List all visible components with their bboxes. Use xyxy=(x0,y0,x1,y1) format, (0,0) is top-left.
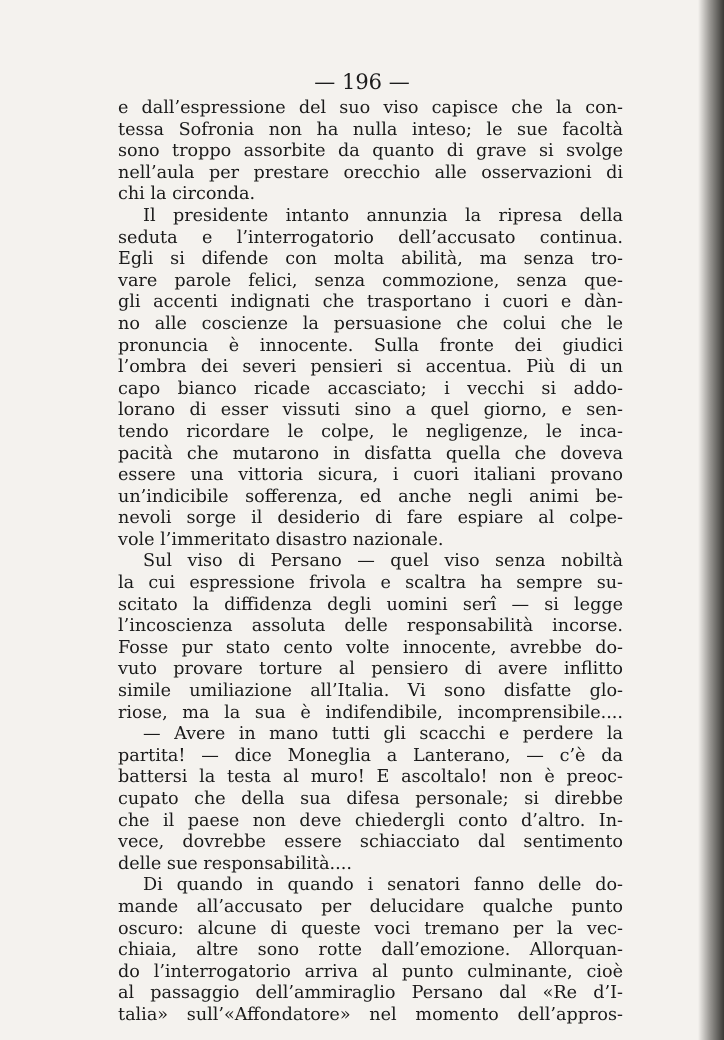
text-line: vuto provare torture al pensiero di avere inflitto xyxy=(118,659,623,680)
text-line: tessa Sofronia non ha nulla inteso; le sue facoltà xyxy=(118,119,623,140)
page-edge-shadow xyxy=(698,0,724,1040)
text-line: pacità che mutarono in disfatta quella che doveva xyxy=(118,443,623,464)
text-line: la cui espressione frivola e scaltra ha sempre su- xyxy=(118,573,623,594)
text-line: gli accenti indignati che trasportano i cuori e dàn- xyxy=(118,292,623,313)
text-line: cupato che della sua difesa personale; si direbbe xyxy=(118,789,623,809)
text-line: che il paese non deve chiedergli conto d’altro. In- xyxy=(118,810,623,831)
text-line: nevoli sorge il desiderio di fare espiare al colpe- xyxy=(118,508,623,529)
text-line: Egli si difende con molta abilità, ma senza tro- xyxy=(118,249,623,270)
text-line: delle sue responsabilità.... xyxy=(118,853,352,874)
text-line: do l’interrogatorio arriva al punto culminante, cioè xyxy=(118,961,623,982)
text-line: talia» sull’«Affondatore» nel momento dell’appros- xyxy=(118,1004,623,1025)
text-line: un’indicibile sofferenza, ed anche negli animi be- xyxy=(118,486,623,507)
text-line: oscuro: alcune di queste voci tremano per la vec- xyxy=(118,918,623,939)
text-line: vece, dovrebbe essere schiacciato dal sentimento xyxy=(118,832,623,853)
text-line: vole l’immeritato disastro nazionale. xyxy=(118,529,444,550)
text-line: l’ombra dei severi pensieri si accentua. Più di un xyxy=(118,357,623,378)
text-line: sono troppo assorbite da quanto di grave si svolge xyxy=(118,141,623,162)
text-line: Di quando in quando i senatori fanno delle do- xyxy=(143,875,623,896)
text-line: mande all’accusato per delucidare qualche punto xyxy=(118,896,623,917)
page-number: — 196 — xyxy=(314,70,410,94)
text-line: battersi la testa al muro! E ascoltalo! non è preoc- xyxy=(118,767,623,788)
text-line: Sul viso di Persano — quel viso senza nobiltà xyxy=(143,551,623,572)
text-line: chi la circonda. xyxy=(118,184,256,205)
text-line: nell’aula per prestare orecchio alle osservazioni di xyxy=(118,162,623,183)
text-line: partita! — dice Moneglia a Lanterano, — c’è da xyxy=(118,745,623,766)
text-line: vare parole felici, senza commozione, senza que- xyxy=(118,270,623,291)
text-line: chiaia, altre sono rotte dall’emozione. Allorquan- xyxy=(118,940,623,961)
text-line: al passaggio dell’ammiraglio Persano dal «Re d’I- xyxy=(118,983,623,1004)
text-line: e dall’espressione del suo viso capisce che la con- xyxy=(118,98,623,118)
text-line: simile umiliazione all’Italia. Vi sono disfatte glo- xyxy=(118,681,623,702)
text-line: no alle coscienze la persuasione che colui che le xyxy=(118,313,623,334)
text-line: — Avere in mano tutti gli scacchi e perdere la xyxy=(143,724,623,745)
text-line: seduta e l’interrogatorio dell’accusato continua. xyxy=(118,227,623,248)
text-line: lorano di esser vissuti sino a quel giorno, e sen- xyxy=(118,400,623,421)
text-line: Fosse pur stato cento volte innocente, avrebbe do- xyxy=(118,637,623,658)
text-line: Il presidente intanto annunzia la ripresa della xyxy=(143,205,623,226)
text-line: scitato la diffidenza degli uomini serî — si legge xyxy=(118,594,623,615)
text-line: l’incoscienza assoluta delle responsabilità incorse. xyxy=(118,616,623,637)
text-line: riose, ma la sua è indifendibile, incomprensibile.... xyxy=(118,702,623,723)
text-line: tendo ricordare le colpe, le negligenze, le inca- xyxy=(118,421,623,442)
text-line: pronuncia è innocente. Sulla fronte dei giudici xyxy=(118,335,623,356)
body-text xyxy=(118,98,623,1027)
text-line: essere una vittoria sicura, i cuori italiani provano xyxy=(118,465,623,486)
text-line: capo bianco ricade accasciato; i vecchi si addo- xyxy=(118,378,623,399)
